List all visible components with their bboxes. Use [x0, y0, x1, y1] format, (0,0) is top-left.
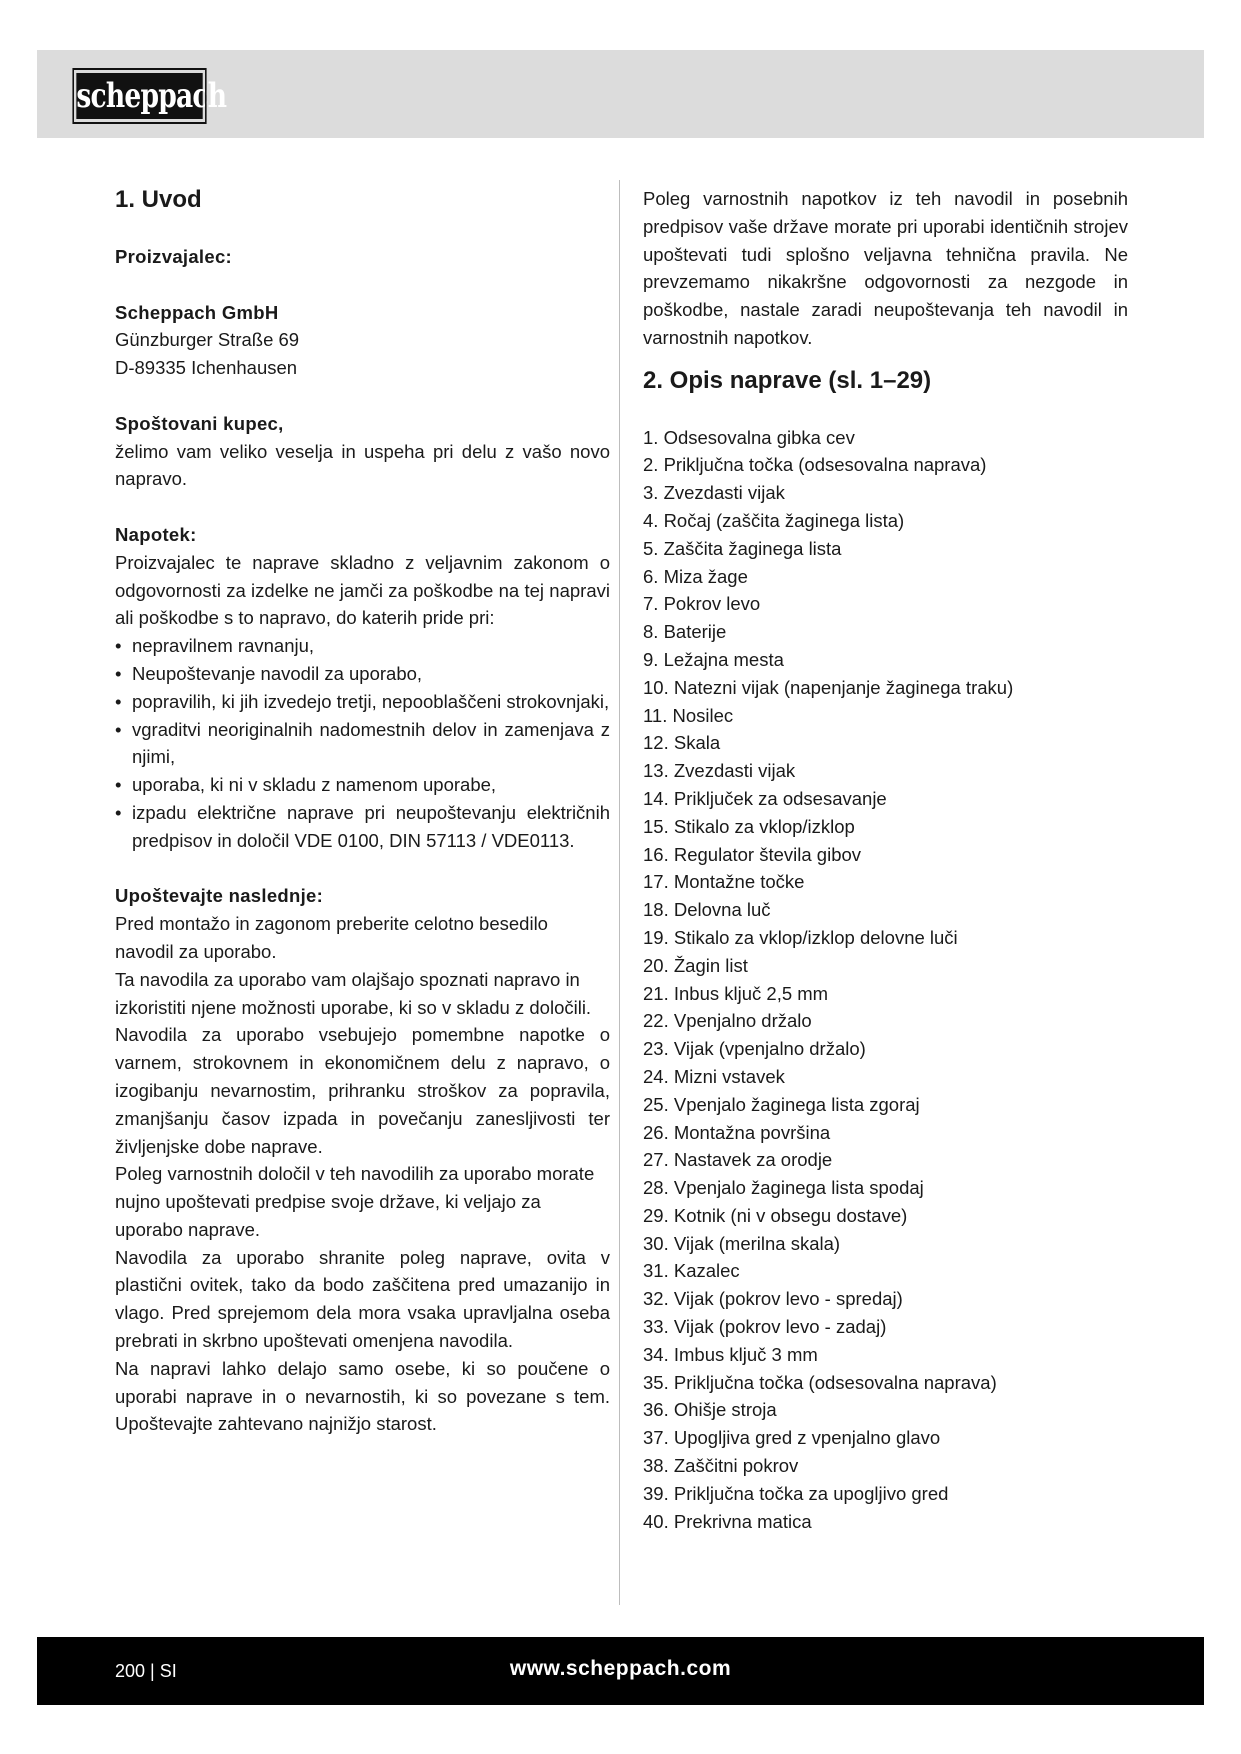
list-item: 14. Priključek za odsesavanje [643, 787, 887, 809]
list-item: • nepravilnem ravnanju, [115, 632, 610, 660]
list-item: 1. Odsesovalna gibka cev [643, 426, 855, 448]
liability-list [115, 632, 610, 854]
greeting-title: Spoštovani kupec, [115, 412, 284, 434]
list-item: 38. Zaščitni pokrov [643, 1455, 799, 1477]
list-item: 17. Montažne točke [643, 871, 805, 893]
list-item: 22. Vpenjalno držalo [643, 1010, 812, 1032]
list-item: 36. Ohišje stroja [643, 1399, 777, 1421]
list-item: • vgraditvi neoriginalnih nadomestnih delov in zamenjava z njimi, [115, 716, 610, 772]
list-item: 16. Regulator števila gibov [643, 843, 862, 865]
list-item: • uporaba, ki ni v skladu z namenom uporabe, [115, 771, 610, 799]
parts-list [643, 424, 1128, 1536]
list-item: 12. Skala [643, 732, 721, 754]
section-title-device: 2. Opis naprave (sl. 1–29) [643, 366, 932, 394]
list-item: 2. Priključna točka (odsesovalna naprava) [643, 454, 987, 476]
right-column [643, 185, 1128, 1535]
list-item: 37. Upogljiva gred z vpenjalno glavo [643, 1427, 941, 1449]
list-item: 34. Imbus ključ 3 mm [643, 1343, 818, 1365]
scheppach-logo: scheppach [74, 70, 205, 122]
greeting-text: želimo vam veliko veselja in uspeha pri delu z vašo novo napravo. [115, 440, 610, 490]
list-item: 26. Montažna površina [643, 1121, 831, 1143]
observe-paragraph: Poleg varnostnih določil v teh navodilih za uporabo morate nujno upoštevati predpise svoje države, ki veljajo za uporabo naprave. [115, 1163, 595, 1240]
list-item: 20. Žagin list [643, 954, 748, 976]
observe-title: Upoštevajte naslednje: [115, 885, 324, 907]
list-item: • popravilih, ki jih izvedejo tretji, nepooblaščeni strokovnjaki, [115, 688, 610, 716]
list-item: 39. Priključna točka za upogljivo gred [643, 1482, 949, 1504]
observe-paragraph: Navodila za uporabo vsebujejo pomembne napotke o varnem, strokovnem in ekonomičnem delu z napravo, o izogibanju nevarnostim, prihranku stroškov za popravila, zmanjšanju časov izpada in povečanju zanesljivosti ter življenjske dobe naprave. [115, 1024, 610, 1157]
page-footer [37, 1637, 1204, 1705]
observe-paragraph: Pred montažo in zagonom preberite celotno besedilo navodil za uporabo. [115, 913, 548, 962]
list-item: 33. Vijak (pokrov levo - zadaj) [643, 1316, 887, 1338]
list-item: 4. Ročaj (zaščita žaginega lista) [643, 509, 905, 531]
website-link[interactable]: www.scheppach.com [509, 1657, 732, 1680]
list-item: 7. Pokrov levo [643, 593, 761, 615]
list-item: 11. Nosilec [643, 704, 734, 726]
company-city: D-89335 Ichenhausen [115, 357, 298, 379]
list-item: 19. Stikalo za vklop/izklop delovne luči [643, 926, 958, 948]
list-item: 13. Zvezdasti vijak [643, 760, 796, 782]
list-item: 21. Inbus ključ 2,5 mm [643, 982, 829, 1004]
list-item: 32. Vijak (pokrov levo - spredaj) [643, 1288, 903, 1310]
list-item: 24. Mizni vstavek [643, 1065, 785, 1087]
observe-paragraph: Ta navodila za uporabo vam olajšajo spoznati napravo in izkoristiti njene možnosti uporabe, ki so v skladu z določili. [115, 968, 592, 1018]
list-item: 9. Ležajna mesta [643, 648, 784, 670]
list-item: 23. Vijak (vpenjalno držalo) [643, 1038, 866, 1060]
list-item: 31. Kazalec [643, 1260, 740, 1282]
safety-intro: Poleg varnostnih napotkov iz teh navodil in posebnih predpisov vaše države morate pri uporabi identičnih strojev upoštevati tudi splošno veljavna tehnična pravila. Ne prevzemamo nikakršne odgovornosti za nezgode in poškodbe, nastale zaradi neupoštevanja teh navodil in varnostnih napotkov. [643, 188, 1128, 348]
observe-paragraph: Na napravi lahko delajo samo osebe, ki so poučene o uporabi naprave in o nevarnostih, ki so povezane s tem. Upoštevajte zahtevano najnižjo starost. [115, 1357, 610, 1435]
list-item: 8. Baterije [643, 621, 727, 643]
manufacturer-label: Proizvajalec: [115, 246, 233, 267]
list-item: 35. Priključna točka (odsesovalna naprava) [643, 1371, 997, 1393]
left-column [115, 185, 610, 1438]
page-number: 200 | SI [115, 1661, 177, 1681]
note-text: Proizvajalec te naprave skladno z veljavnim zakonom o odgovornosti za izdelke ne jamči za poškodbe na tej napravi ali poškodbe s to napravo, do katerih pride pri: [115, 551, 610, 629]
list-item: • izpadu električne naprave pri neupoštevanju električnih predpisov in določil VDE 0100, DIN 57113 / VDE0113. [115, 799, 610, 855]
list-item: • Neupoštevanje navodil za uporabo, [115, 660, 610, 688]
list-item: 18. Delovna luč [643, 899, 771, 921]
observe-paragraph: Navodila za uporabo shranite poleg naprave, ovita v plastični ovitek, tako da bodo zaščitena pred umazanijo in vlago. Pred sprejemom dela mora vsaka upravljalna oseba prebrati in skrbno upoštevati omenjena navodila. [115, 1246, 610, 1352]
section-title-intro: 1. Uvod [115, 186, 202, 213]
list-item: 6. Miza žage [643, 565, 748, 587]
list-item: 5. Zaščita žaginega lista [643, 537, 842, 559]
list-item: 25. Vpenjalo žaginega lista zgoraj [643, 1093, 920, 1115]
list-item: 3. Zvezdasti vijak [643, 482, 785, 504]
list-item: 29. Kotnik (ni v obsegu dostave) [643, 1204, 908, 1226]
list-item: 30. Vijak (merilna skala) [643, 1232, 841, 1254]
list-item: 28. Vpenjalo žaginega lista spodaj [643, 1177, 924, 1199]
list-item: 40. Prekrivna matica [643, 1510, 812, 1532]
column-divider [619, 180, 620, 1605]
note-title: Napotek: [115, 523, 197, 545]
company-name: Scheppach GmbH [115, 301, 279, 323]
company-street: Günzburger Straße 69 [115, 329, 300, 351]
page-header [37, 50, 1204, 138]
list-item: 10. Natezni vijak (napenjanje žaginega traku) [643, 676, 1014, 698]
list-item: 27. Nastavek za orodje [643, 1149, 833, 1171]
list-item: 15. Stikalo za vklop/izklop [643, 815, 855, 837]
